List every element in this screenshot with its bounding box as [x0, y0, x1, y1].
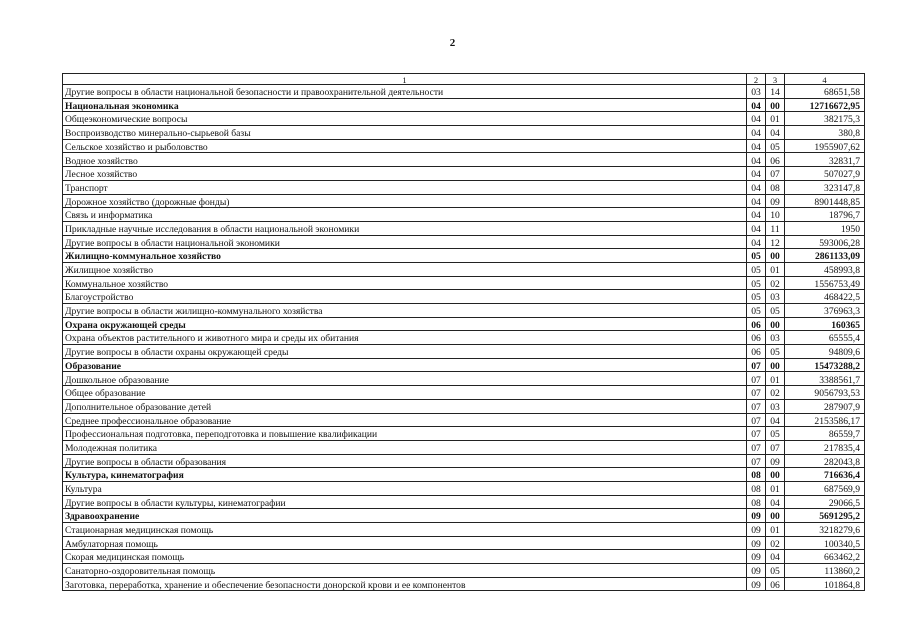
row-section-cell: 07 — [747, 372, 766, 386]
row-name-cell: Транспорт — [63, 180, 747, 194]
row-subsection-cell: 01 — [766, 112, 785, 126]
row-section-cell: 05 — [747, 249, 766, 263]
table-section-row — [63, 317, 865, 331]
table-row — [63, 126, 865, 140]
row-subsection-cell: 12 — [766, 235, 785, 249]
row-name-cell: Дошкольное образование — [63, 372, 747, 386]
row-subsection-cell: 00 — [766, 468, 785, 482]
row-amount-cell: 2861133,09 — [785, 249, 865, 263]
row-section-cell: 04 — [747, 126, 766, 140]
row-subsection-cell: 04 — [766, 495, 785, 509]
table-row — [63, 345, 865, 359]
row-name-cell: Другие вопросы в области национальной экономики — [63, 235, 747, 249]
row-subsection-cell: 01 — [766, 262, 785, 276]
row-subsection-cell: 07 — [766, 440, 785, 454]
row-section-cell: 08 — [747, 468, 766, 482]
row-amount-cell: 1955907,62 — [785, 139, 865, 153]
row-amount-cell: 2153586,17 — [785, 413, 865, 427]
row-subsection-cell: 07 — [766, 167, 785, 181]
row-name-cell: Жилищно-коммунальное хозяйство — [63, 249, 747, 263]
table-row — [63, 235, 865, 249]
row-amount-cell: 382175,3 — [785, 112, 865, 126]
row-section-cell: 04 — [747, 167, 766, 181]
table-row — [63, 85, 865, 99]
row-subsection-cell: 08 — [766, 180, 785, 194]
header-col-2: 2 — [747, 74, 766, 85]
row-subsection-cell: 06 — [766, 153, 785, 167]
table-row — [63, 413, 865, 427]
row-amount-cell: 1556753,49 — [785, 276, 865, 290]
row-name-cell: Сельское хозяйство и рыболовство — [63, 139, 747, 153]
row-section-cell: 09 — [747, 536, 766, 550]
row-amount-cell: 32831,7 — [785, 153, 865, 167]
table-row — [63, 440, 865, 454]
row-subsection-cell: 00 — [766, 249, 785, 263]
table-row — [63, 536, 865, 550]
row-section-cell: 07 — [747, 413, 766, 427]
row-amount-cell: 3218279,6 — [785, 523, 865, 537]
row-name-cell: Лесное хозяйство — [63, 167, 747, 181]
table-row — [63, 208, 865, 222]
row-section-cell: 03 — [747, 85, 766, 99]
row-amount-cell: 160365 — [785, 317, 865, 331]
row-section-cell: 09 — [747, 550, 766, 564]
row-amount-cell: 9056793,53 — [785, 386, 865, 400]
table-section-row — [63, 249, 865, 263]
row-section-cell: 06 — [747, 345, 766, 359]
row-amount-cell: 65555,4 — [785, 331, 865, 345]
table-section-row — [63, 358, 865, 372]
table-header-row — [63, 74, 865, 85]
row-subsection-cell: 05 — [766, 564, 785, 578]
row-section-cell: 06 — [747, 317, 766, 331]
row-name-cell: Стационарная медицинская помощь — [63, 523, 747, 537]
row-subsection-cell: 05 — [766, 427, 785, 441]
row-subsection-cell: 11 — [766, 221, 785, 235]
row-subsection-cell: 06 — [766, 577, 785, 591]
row-name-cell: Связь и информатика — [63, 208, 747, 222]
row-subsection-cell: 01 — [766, 523, 785, 537]
row-section-cell: 07 — [747, 427, 766, 441]
row-amount-cell: 18796,7 — [785, 208, 865, 222]
row-section-cell: 04 — [747, 221, 766, 235]
row-name-cell: Благоустройство — [63, 290, 747, 304]
row-subsection-cell: 02 — [766, 536, 785, 550]
row-amount-cell: 5691295,2 — [785, 509, 865, 523]
row-subsection-cell: 05 — [766, 304, 785, 318]
table-row — [63, 481, 865, 495]
row-amount-cell: 507027,9 — [785, 167, 865, 181]
row-amount-cell: 468422,5 — [785, 290, 865, 304]
header-col-3: 3 — [766, 74, 785, 85]
header-col-1: 1 — [63, 74, 747, 85]
table-row — [63, 153, 865, 167]
table-row — [63, 495, 865, 509]
row-section-cell: 05 — [747, 290, 766, 304]
row-name-cell: Культура — [63, 481, 747, 495]
row-subsection-cell: 03 — [766, 290, 785, 304]
row-name-cell: Профессиональная подготовка, переподготовка и повышение квалификации — [63, 427, 747, 441]
row-amount-cell: 68651,58 — [785, 85, 865, 99]
row-section-cell: 09 — [747, 564, 766, 578]
row-name-cell: Другие вопросы в области охраны окружающей среды — [63, 345, 747, 359]
row-name-cell: Национальная экономика — [63, 98, 747, 112]
row-subsection-cell: 14 — [766, 85, 785, 99]
row-amount-cell: 8901448,85 — [785, 194, 865, 208]
row-subsection-cell: 10 — [766, 208, 785, 222]
row-name-cell: Амбулаторная помощь — [63, 536, 747, 550]
row-name-cell: Воспроизводство минерально-сырьевой базы — [63, 126, 747, 140]
row-amount-cell: 100340,5 — [785, 536, 865, 550]
row-section-cell: 04 — [747, 153, 766, 167]
row-subsection-cell: 02 — [766, 386, 785, 400]
row-section-cell: 07 — [747, 399, 766, 413]
table-row — [63, 399, 865, 413]
row-amount-cell: 101864,8 — [785, 577, 865, 591]
row-name-cell: Культура, кинематография — [63, 468, 747, 482]
row-subsection-cell: 09 — [766, 454, 785, 468]
row-amount-cell: 12716672,95 — [785, 98, 865, 112]
row-name-cell: Скорая медицинская помощь — [63, 550, 747, 564]
row-subsection-cell: 03 — [766, 331, 785, 345]
row-section-cell: 04 — [747, 112, 766, 126]
row-name-cell: Коммунальное хозяйство — [63, 276, 747, 290]
budget-table — [62, 73, 865, 591]
table-section-row — [63, 468, 865, 482]
row-subsection-cell: 04 — [766, 550, 785, 564]
row-section-cell: 04 — [747, 98, 766, 112]
table-row — [63, 577, 865, 591]
row-name-cell: Здравоохранение — [63, 509, 747, 523]
row-section-cell: 09 — [747, 509, 766, 523]
row-section-cell: 04 — [747, 235, 766, 249]
row-name-cell: Другие вопросы в области жилищно-коммунального хозяйства — [63, 304, 747, 318]
table-section-row — [63, 509, 865, 523]
row-name-cell: Общеэкономические вопросы — [63, 112, 747, 126]
row-name-cell: Охрана объектов растительного и животного мира и среды их обитания — [63, 331, 747, 345]
row-amount-cell: 94809,6 — [785, 345, 865, 359]
page-number: 2 — [449, 37, 456, 49]
row-amount-cell: 458993,8 — [785, 262, 865, 276]
table-row — [63, 167, 865, 181]
row-amount-cell: 376963,3 — [785, 304, 865, 318]
row-name-cell: Другие вопросы в области образования — [63, 454, 747, 468]
table-row — [63, 427, 865, 441]
row-subsection-cell: 00 — [766, 358, 785, 372]
row-subsection-cell: 04 — [766, 413, 785, 427]
table-row — [63, 139, 865, 153]
row-subsection-cell: 00 — [766, 98, 785, 112]
row-section-cell: 05 — [747, 276, 766, 290]
row-amount-cell: 380,8 — [785, 126, 865, 140]
row-section-cell: 05 — [747, 262, 766, 276]
row-name-cell: Дополнительное образование детей — [63, 399, 747, 413]
row-subsection-cell: 03 — [766, 399, 785, 413]
row-section-cell: 07 — [747, 454, 766, 468]
table-row — [63, 180, 865, 194]
table-row — [63, 564, 865, 578]
row-section-cell: 07 — [747, 386, 766, 400]
row-section-cell: 09 — [747, 577, 766, 591]
row-subsection-cell: 04 — [766, 126, 785, 140]
table-row — [63, 262, 865, 276]
table-row — [63, 304, 865, 318]
row-name-cell: Санаторно-оздоровительная помощь — [63, 564, 747, 578]
row-amount-cell: 593006,28 — [785, 235, 865, 249]
row-amount-cell: 1950 — [785, 221, 865, 235]
row-name-cell: Среднее профессиональное образование — [63, 413, 747, 427]
row-amount-cell: 217835,4 — [785, 440, 865, 454]
row-section-cell: 06 — [747, 331, 766, 345]
table-row — [63, 550, 865, 564]
row-amount-cell: 3388561,7 — [785, 372, 865, 386]
row-section-cell: 04 — [747, 139, 766, 153]
row-amount-cell: 29066,5 — [785, 495, 865, 509]
row-section-cell: 04 — [747, 194, 766, 208]
table-row — [63, 331, 865, 345]
table-row — [63, 372, 865, 386]
table-row — [63, 290, 865, 304]
row-amount-cell: 663462,2 — [785, 550, 865, 564]
row-amount-cell: 687569,9 — [785, 481, 865, 495]
table-row — [63, 194, 865, 208]
row-name-cell: Другие вопросы в области национальной безопасности и правоохранительной деятельности — [63, 85, 747, 99]
row-subsection-cell: 01 — [766, 481, 785, 495]
table-row — [63, 221, 865, 235]
row-section-cell: 04 — [747, 208, 766, 222]
row-name-cell: Прикладные научные исследования в области национальной экономики — [63, 221, 747, 235]
row-subsection-cell: 00 — [766, 317, 785, 331]
row-name-cell: Образование — [63, 358, 747, 372]
table-row — [63, 523, 865, 537]
row-amount-cell: 113860,2 — [785, 564, 865, 578]
row-amount-cell: 323147,8 — [785, 180, 865, 194]
table-row — [63, 454, 865, 468]
row-name-cell: Охрана окружающей среды — [63, 317, 747, 331]
row-name-cell: Другие вопросы в области культуры, кинематографии — [63, 495, 747, 509]
row-section-cell: 07 — [747, 440, 766, 454]
table-row — [63, 276, 865, 290]
table-section-row — [63, 98, 865, 112]
row-subsection-cell: 05 — [766, 139, 785, 153]
row-section-cell: 08 — [747, 495, 766, 509]
row-section-cell: 04 — [747, 180, 766, 194]
row-name-cell: Водное хозяйство — [63, 153, 747, 167]
row-section-cell: 09 — [747, 523, 766, 537]
row-subsection-cell: 02 — [766, 276, 785, 290]
table-row — [63, 112, 865, 126]
row-subsection-cell: 01 — [766, 372, 785, 386]
row-amount-cell: 86559,7 — [785, 427, 865, 441]
row-amount-cell: 716636,4 — [785, 468, 865, 482]
row-name-cell: Жилищное хозяйство — [63, 262, 747, 276]
row-name-cell: Заготовка, переработка, хранение и обеспечение безопасности донорской крови и ее компонентов — [63, 577, 747, 591]
table-row — [63, 386, 865, 400]
row-subsection-cell: 09 — [766, 194, 785, 208]
row-name-cell: Общее образование — [63, 386, 747, 400]
row-amount-cell: 15473288,2 — [785, 358, 865, 372]
row-subsection-cell: 00 — [766, 509, 785, 523]
header-col-4: 4 — [785, 74, 865, 85]
row-amount-cell: 282043,8 — [785, 454, 865, 468]
row-amount-cell: 287907,9 — [785, 399, 865, 413]
row-name-cell: Дорожное хозяйство (дорожные фонды) — [63, 194, 747, 208]
row-section-cell: 07 — [747, 358, 766, 372]
row-section-cell: 08 — [747, 481, 766, 495]
row-name-cell: Молодежная политика — [63, 440, 747, 454]
row-subsection-cell: 05 — [766, 345, 785, 359]
row-section-cell: 05 — [747, 304, 766, 318]
